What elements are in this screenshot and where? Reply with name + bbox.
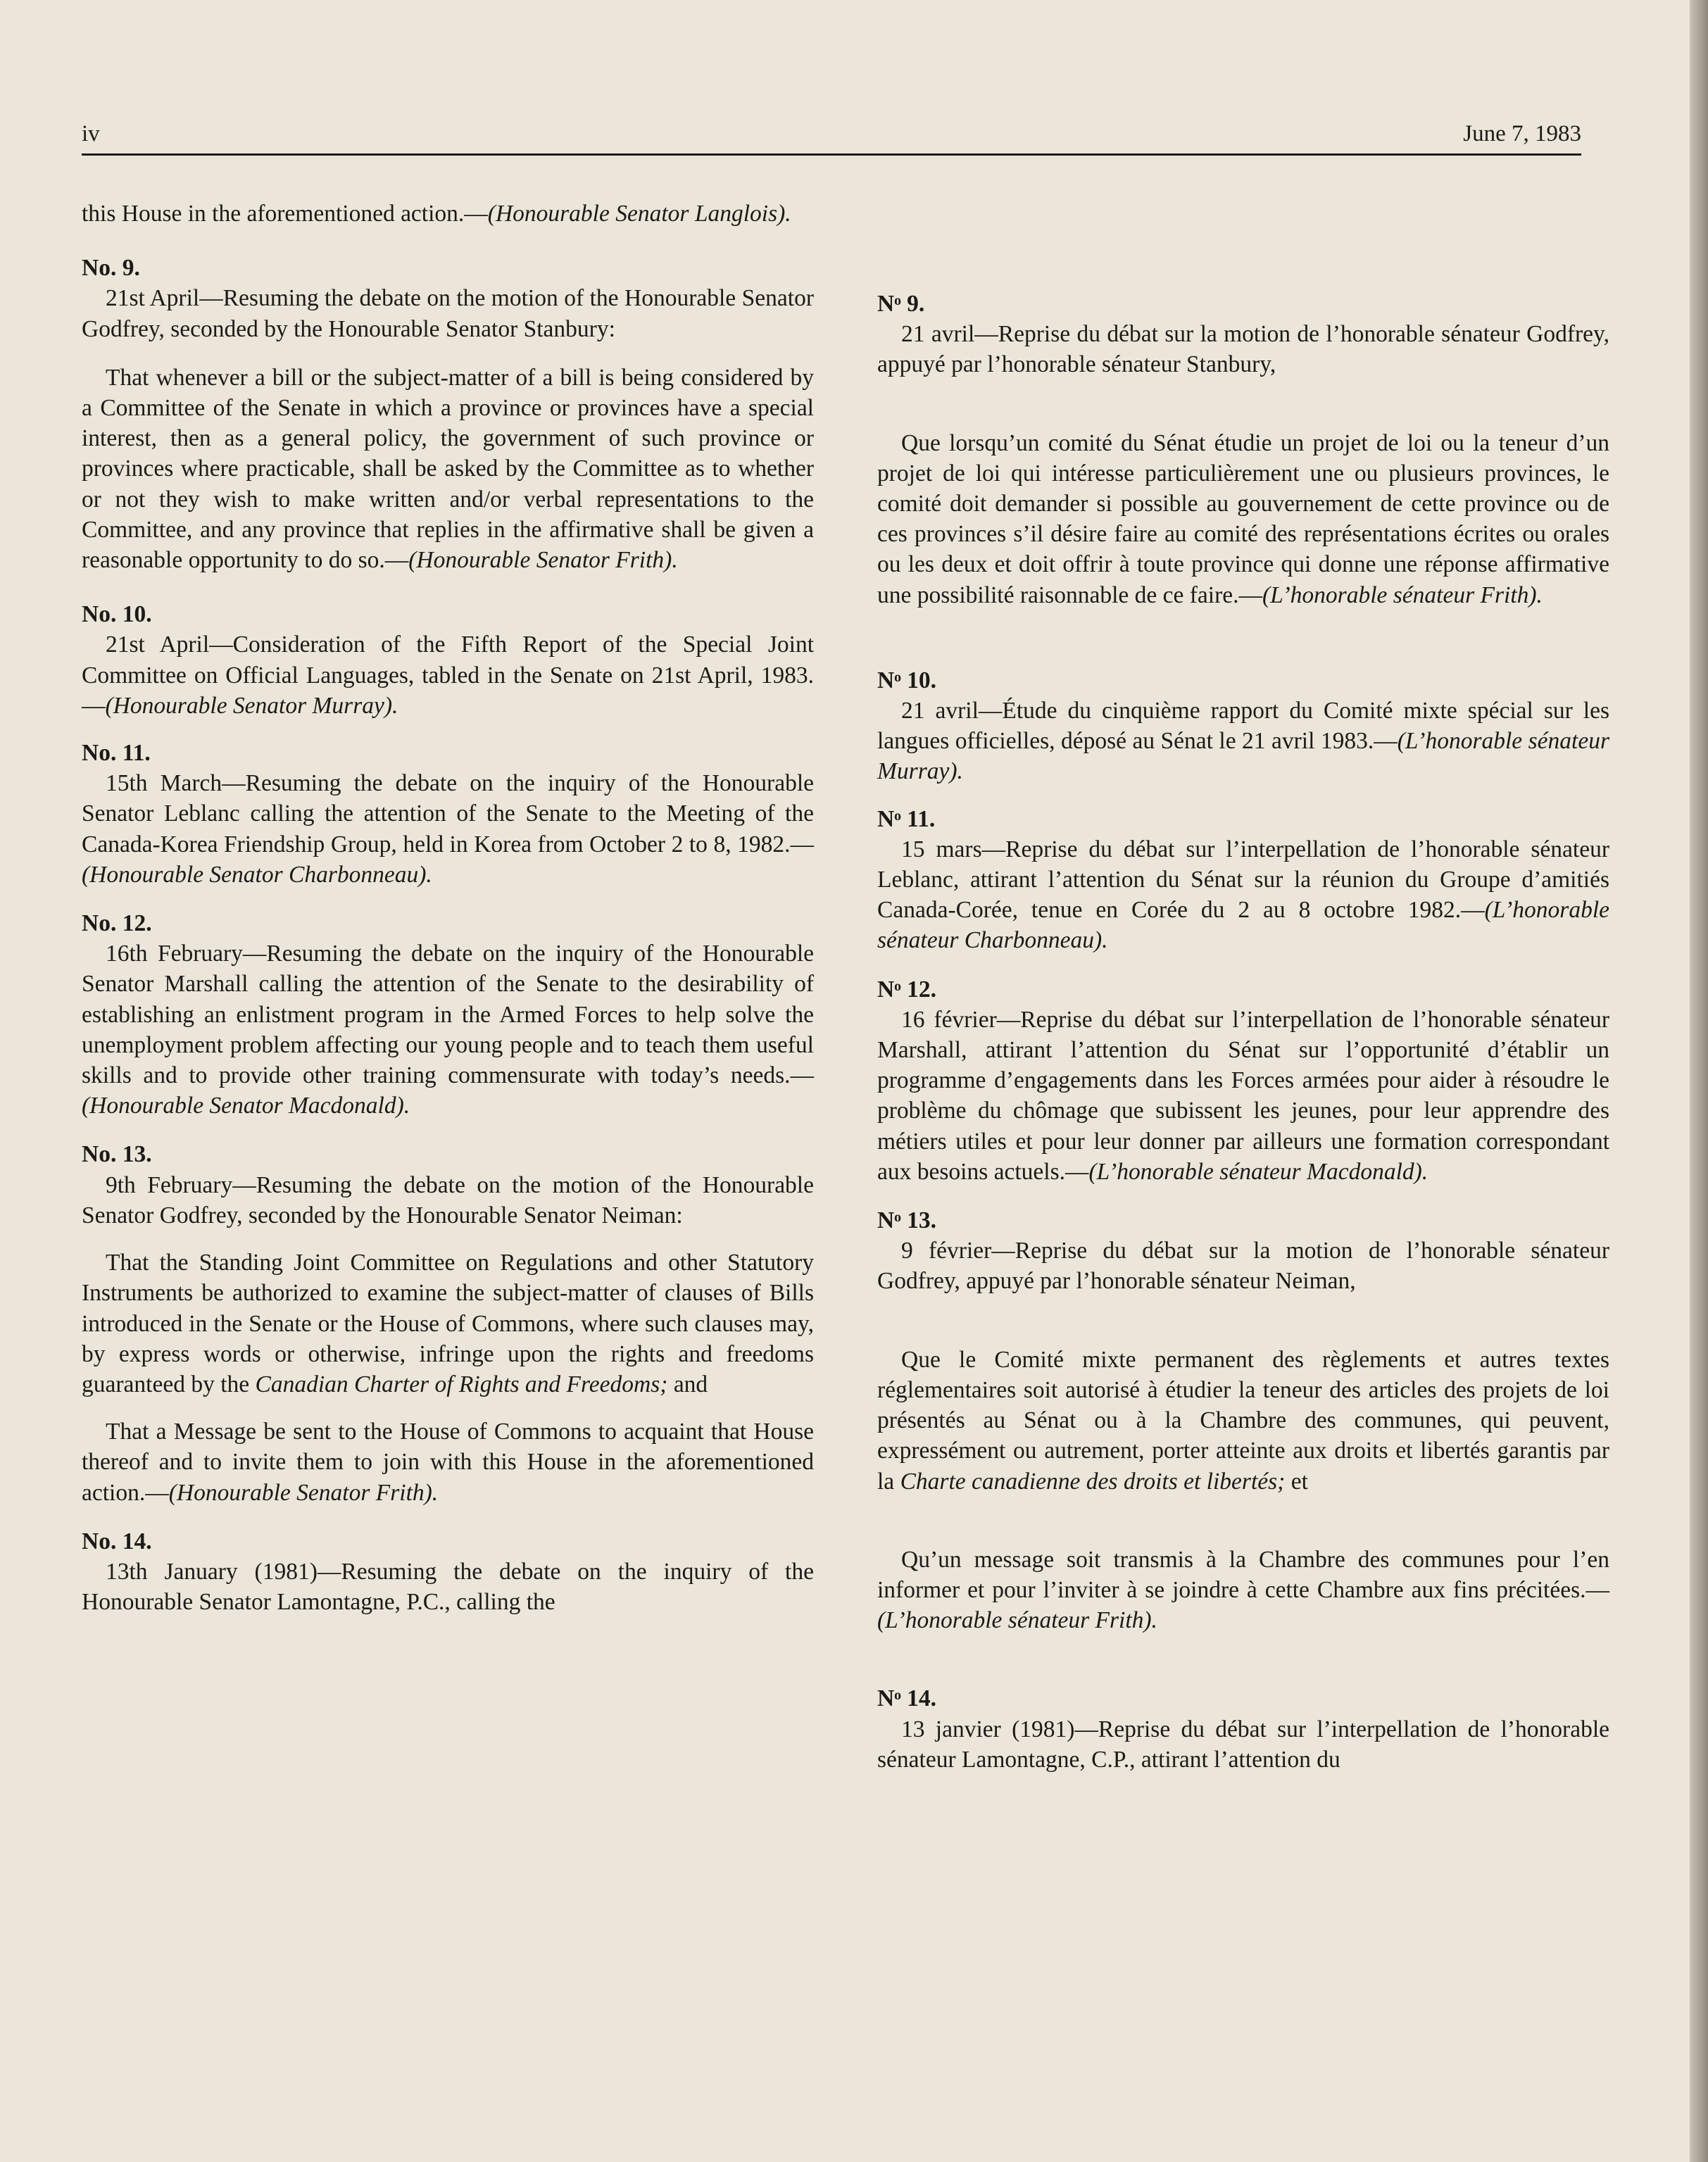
item-text: 21st April—Consideration of the Fifth Report of the Special Joint Committee on Official Languages, tabled in the Senate on 21st April, 1983.—(Honourable Senator Murray). xyxy=(82,631,814,719)
item-text: 16 février—Reprise du débat sur l’interpellation de l’honorable sénateur Marshall, attirant l’attention du Sénat sur l’opportunité d’établir un programme d’engagements dans les Forces armées pour aider à résoudre le problème du chômage que subissent les jeunes, pour leur apprendre des métiers utiles et pour leur donner par ailleurs une formation correspondant aux besoins actuels.—(L’honorable sénateur Macdonald). xyxy=(877,1006,1609,1185)
item-text: 21st April—Resuming the debate on the motion of the Honourable Senator Godfrey, seconded by the Honourable Senator Stanbury: xyxy=(82,285,814,342)
item-text: 21 avril—Étude du cinquième rapport du Comité mixte spécial sur les langues officielles, déposé au Sénat le 21 avril 1983.—(L’honorable sénateur Murray). xyxy=(877,698,1609,785)
item-heading: No. 13. xyxy=(82,1141,152,1168)
item-text: 21 avril—Reprise du débat sur la motion de l’honorable sénateur Godfrey, appuyé par l’honorable sénateur Stanbury, xyxy=(877,321,1609,378)
item-resolution: Que lorsqu’un comité du Sénat étudie un projet de loi ou la teneur d’un projet de loi qui intéresse particulièrement une ou plusieurs provinces, le comité doit demander si possible au gouvernement de cette province ou de ces provinces s’il désire faire au comité des représentations écrites ou orales ou les deux et doit offrir à toute province qui donne une réponse affirmative une possibilité raisonnable de ce faire.—(L’honorable sénateur Frith). xyxy=(877,429,1609,608)
item-text: 15th March—Resuming the debate on the inquiry of the Honourable Senator Leblanc calling the attention of the Senate to the Meeting of the Canada-Korea Friendship Group, held in Korea from October 2 to 8, 1982.—(Honourable Senator Charbonneau). xyxy=(82,770,814,888)
item-heading: No. 9. xyxy=(82,255,140,282)
item-resolution: Qu’un message soit transmis à la Chambre des communes pour l’en informer et pour l’inviter à se joindre à cette Chambre aux fins précitées.—(L’honorable sénateur Frith). xyxy=(877,1546,1609,1634)
item-heading: Nᵒ 9. xyxy=(877,291,925,317)
page-date: June 7, 1983 xyxy=(1463,121,1581,146)
item-resolution: Que le Comité mixte permanent des règlements et autres textes réglementaires soit autorisé à étudier la teneur des articles des projets de loi présentés au Sénat ou à la Chambre des communes, qui peuvent, expressément ou autrement, porter atteinte aux droits et libertés garantis par la Charte canadienne des droits et libertés; et xyxy=(877,1346,1609,1495)
item-text: 16th February—Resuming the debate on the inquiry of the Honourable Senator Marshall calling the attention of the Senate to the desirability of establishing an enlistment program in the Armed Forces to help solve the unemployment problem affecting our young people and to teach them useful skills and to provide other training commensurate with today’s needs.—(Honourable Senator Macdonald). xyxy=(82,941,814,1119)
page-edge xyxy=(1690,0,1708,2162)
header-rule xyxy=(82,153,1581,156)
page-number: iv xyxy=(82,121,100,146)
french-column xyxy=(877,289,1609,1775)
item-text: 9 février—Reprise du débat sur la motion de l’honorable sénateur Godfrey, appuyé par l’honorable sénateur Neiman, xyxy=(877,1238,1609,1295)
carry-over-paragraph: this House in the aforementioned action.—(Honourable Senator Langlois). xyxy=(82,201,791,227)
item-resolution: That the Standing Joint Committee on Regulations and other Statutory Instruments be authorized to examine the subject-matter of clauses of Bills introduced in the Senate or the House of Commons, where such clauses may, by express words or otherwise, infringe upon the rights and freedoms guaranteed by the Canadian Charter of Rights and Freedoms; and xyxy=(82,1250,814,1397)
item-heading: No. 10. xyxy=(82,601,152,628)
item-heading: Nᵒ 13. xyxy=(877,1207,937,1234)
item-text: 15 mars—Reprise du débat sur l’interpellation de l’honorable sénateur Leblanc, attirant l’attention du Sénat sur la réunion du Groupe d’amitiés Canada-Corée, tenue en Corée du 2 au 8 octobre 1982.—(L’honorable sénateur Charbonneau). xyxy=(877,836,1609,954)
item-text: 13th January (1981)—Resuming the debate on the inquiry of the Honourable Senator Lamontagne, P.C., calling the xyxy=(82,1558,814,1616)
item-heading: Nᵒ 12. xyxy=(877,976,937,1003)
item-heading: Nᵒ 11. xyxy=(877,805,936,832)
item-resolution: That whenever a bill or the subject-matter of a bill is being considered by a Committee of the Senate in which a province or provinces have a special interest, then as a general policy, the government of such province or provinces where practicable, shall be asked by the Committee as to whether or not they wish to make written and/or verbal representations to the Committee, and any province that replies in the affirmative shall be given a reasonable opportunity to do so.—(Honourable Senator Frith). xyxy=(82,364,814,574)
item-text: 9th February—Resuming the debate on the motion of the Honourable Senator Godfrey, seconded by the Honourable Senator Neiman: xyxy=(82,1171,814,1228)
page-header xyxy=(82,121,1581,153)
item-heading: Nᵒ 10. xyxy=(877,667,937,693)
english-column xyxy=(82,199,814,1617)
item-heading: Nᵒ 14. xyxy=(877,1685,937,1712)
item-heading: No. 12. xyxy=(82,910,152,937)
item-text: 13 janvier (1981)—Reprise du débat sur l’interpellation de l’honorable sénateur Lamontagne, C.P., attirant l’attention du xyxy=(877,1716,1609,1773)
item-heading: No. 14. xyxy=(82,1528,152,1554)
item-resolution: That a Message be sent to the House of Commons to acquaint that House thereof and to invite them to join with this House in the aforementioned action.—(Honourable Senator Frith). xyxy=(82,1419,814,1506)
item-heading: No. 11. xyxy=(82,740,151,767)
